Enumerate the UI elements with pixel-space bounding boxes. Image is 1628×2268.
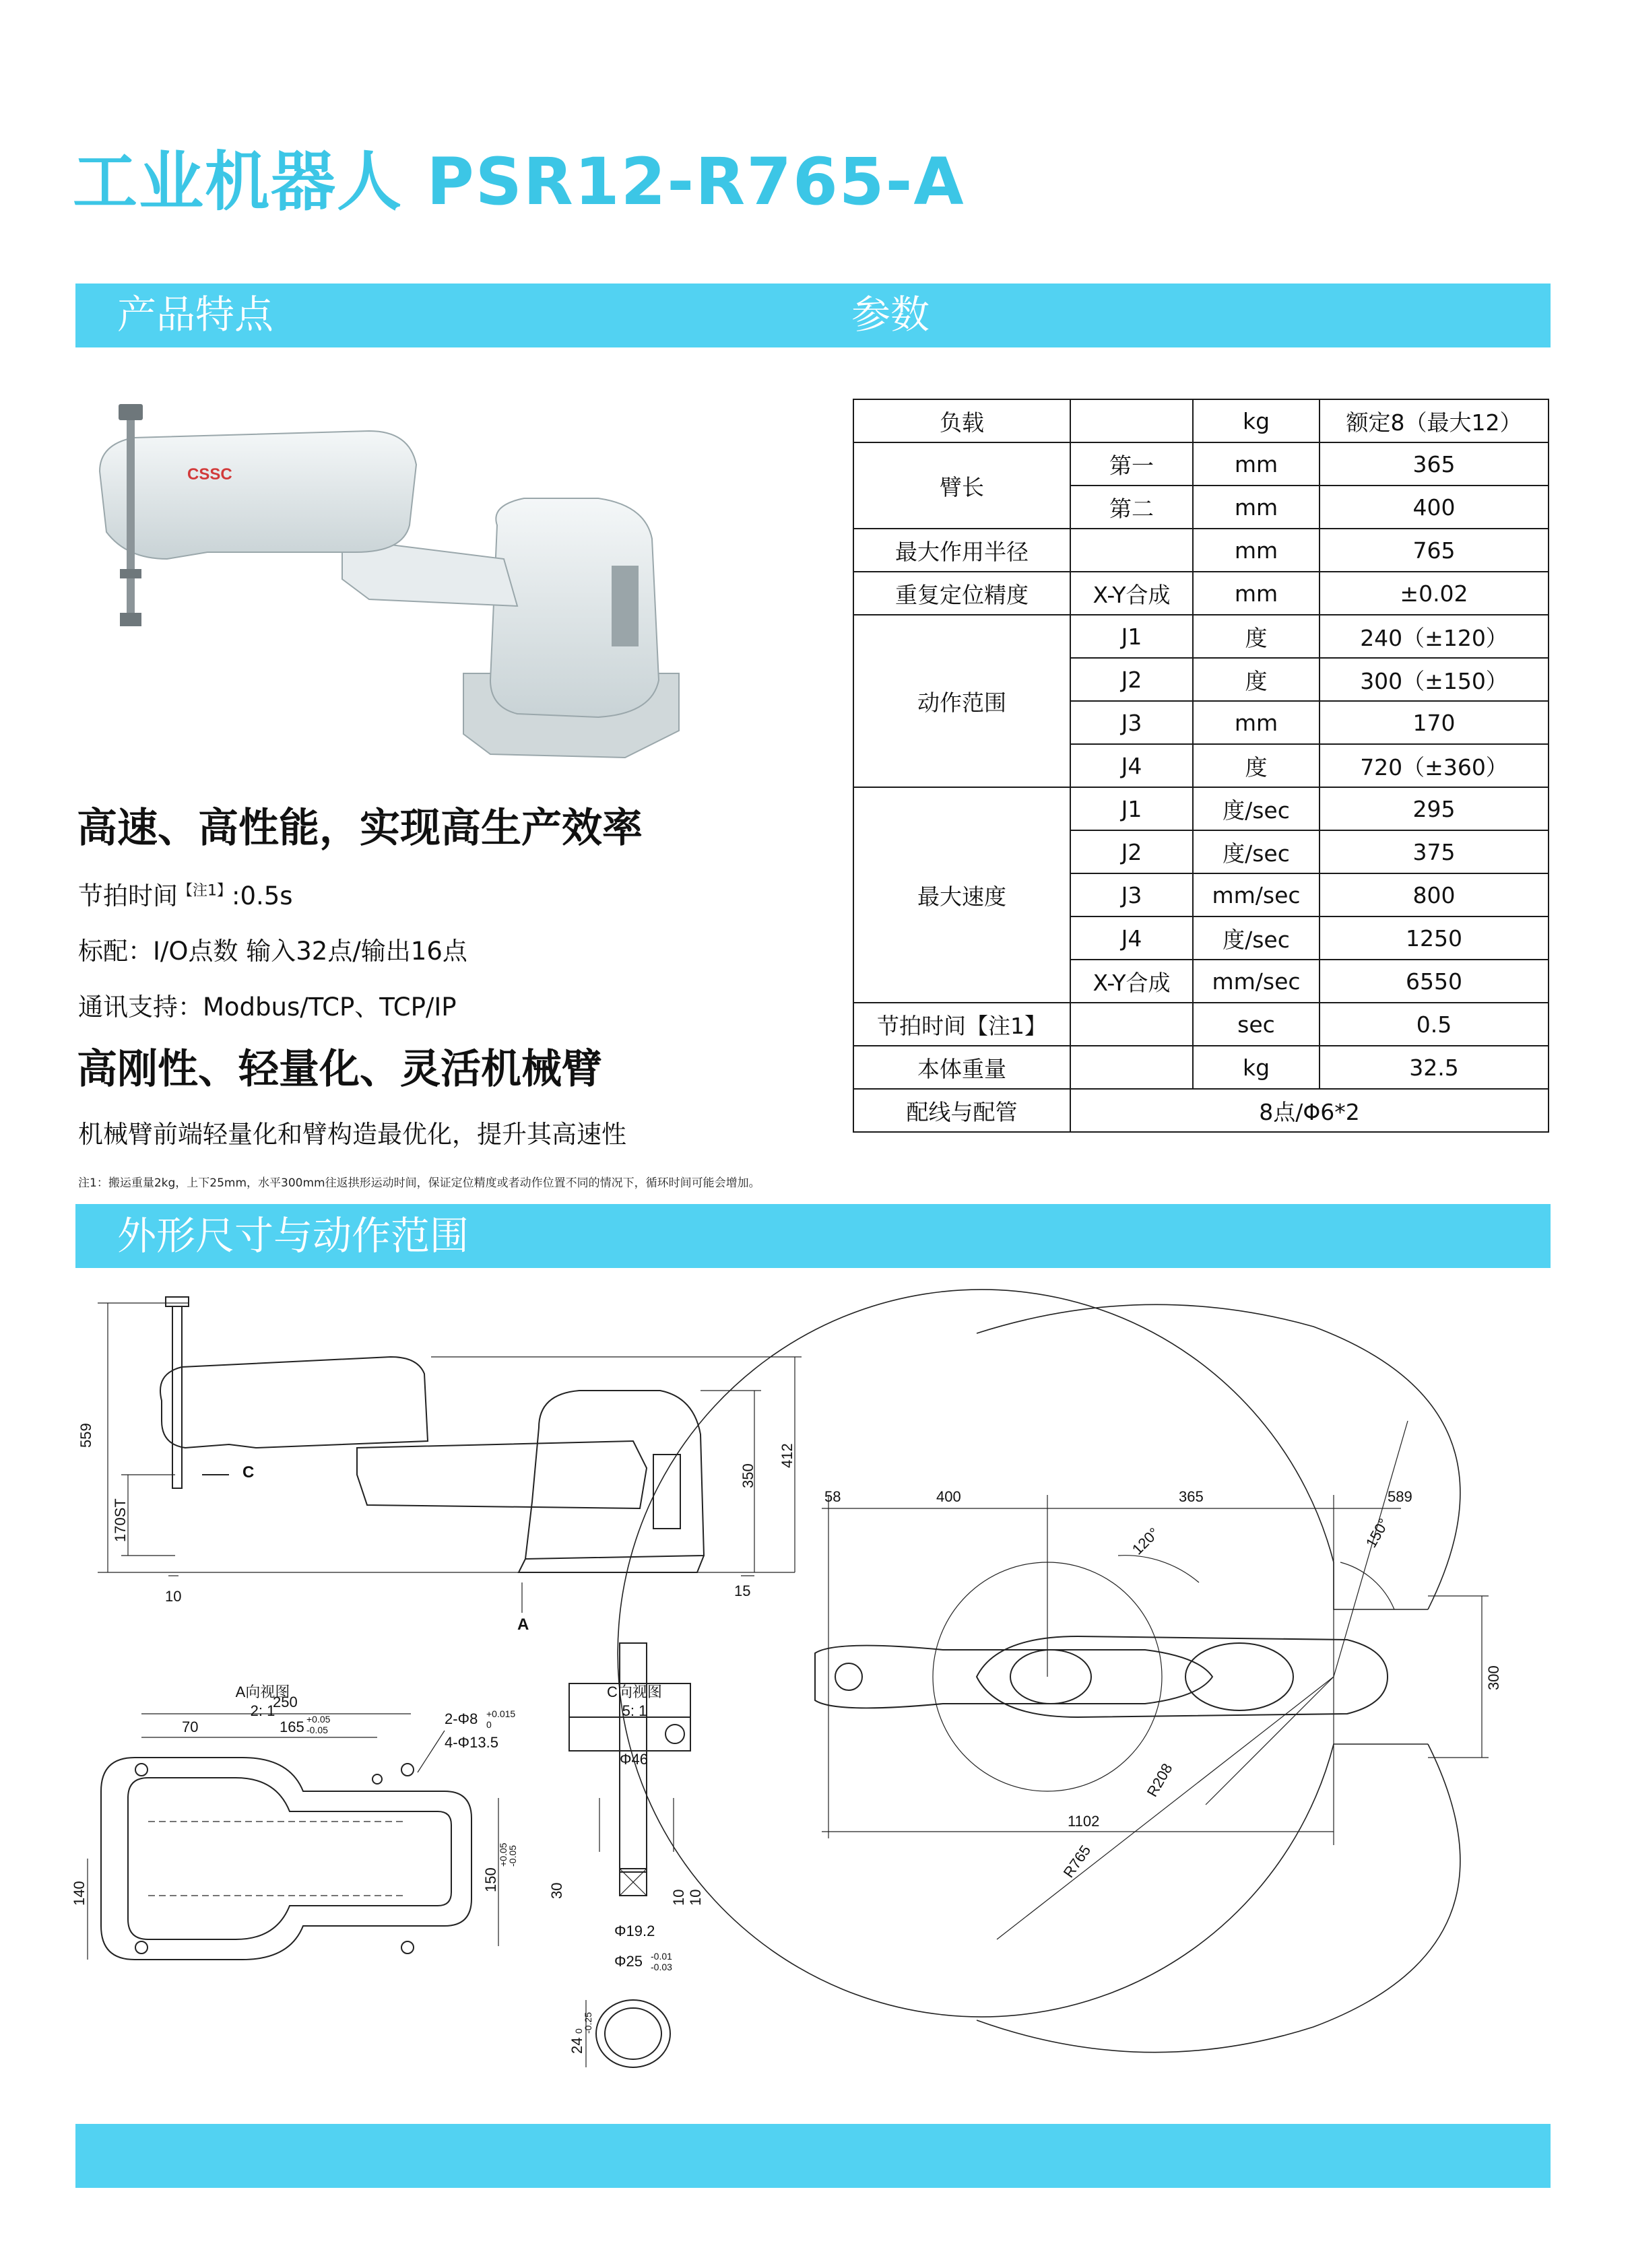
dimensions-heading: 外形尺寸与动作范围 <box>117 1213 469 1259</box>
param-value: 32.5 <box>1320 1046 1549 1089</box>
param-name: 动作范围 <box>853 615 1070 787</box>
table-row <box>853 787 1549 830</box>
param-name: 重复定位精度 <box>853 572 1070 615</box>
table-row <box>853 399 1549 442</box>
table-row <box>853 615 1549 658</box>
dim-19: Φ19.2 <box>614 1923 655 1939</box>
param-sub: J2 <box>1070 830 1193 873</box>
feature-comm: 通讯支持：Modbus/TCP、TCP/IP <box>78 993 457 1022</box>
dim-10a: 10 <box>670 1889 687 1906</box>
table-row <box>853 1003 1549 1046</box>
a-view <box>88 1714 498 1960</box>
param-name: 臂长 <box>853 442 1070 529</box>
param-name: 最大作用半径 <box>853 529 1070 572</box>
dim-24-tol-up: 0 <box>573 2028 584 2034</box>
dim-15: 15 <box>734 1582 751 1599</box>
table-row <box>853 1046 1549 1089</box>
dim-24: 24 <box>568 2037 585 2054</box>
dim-559: 559 <box>77 1423 94 1448</box>
page-title: 工业机器人 PSR12-R765-A <box>73 144 965 220</box>
dim-350: 350 <box>740 1463 756 1488</box>
param-unit: mm <box>1193 529 1320 572</box>
param-name: 节拍时间【注1】 <box>853 1003 1070 1046</box>
section-bar-features <box>75 284 1551 347</box>
param-value: 1250 <box>1320 916 1549 960</box>
a-view-scale: 2: 1 <box>250 1702 275 1719</box>
param-unit: mm <box>1193 486 1320 529</box>
c-view-scale: 5: 1 <box>622 1702 647 1719</box>
param-value: 400 <box>1320 486 1549 529</box>
pin-tol-dn: 0 <box>486 1719 492 1730</box>
param-unit: sec <box>1193 1003 1320 1046</box>
spec-table <box>853 399 1549 1133</box>
dim-25: Φ25 <box>614 1953 643 1970</box>
dim-25-tol-up: -0.01 <box>651 1951 672 1962</box>
param-unit: mm/sec <box>1193 960 1320 1003</box>
a-view-title: A向视图 <box>235 1683 290 1700</box>
param-sub <box>1070 1003 1193 1046</box>
dim-300: 300 <box>1485 1665 1502 1690</box>
param-value: 365 <box>1320 442 1549 486</box>
pin-holes-label: 2-Φ8 <box>445 1710 478 1727</box>
dim-165-tol-up: +0.05 <box>306 1714 331 1725</box>
param-sub: J1 <box>1070 615 1193 658</box>
dim-24-tol-dn: -0.25 <box>583 2012 593 2034</box>
dim-58: 58 <box>824 1488 841 1505</box>
param-value: 295 <box>1320 787 1549 830</box>
param-unit: mm/sec <box>1193 873 1320 916</box>
param-value: 765 <box>1320 529 1549 572</box>
dim-10b: 10 <box>687 1889 704 1906</box>
table-row <box>853 529 1549 572</box>
arrow-a-label: A <box>517 1615 529 1634</box>
param-sub: 第一 <box>1070 442 1193 486</box>
c-view-title: C向视图 <box>607 1683 662 1700</box>
table-row <box>853 442 1549 486</box>
param-sub: 第二 <box>1070 486 1193 529</box>
param-sub: X-Y合成 <box>1070 960 1193 1003</box>
param-unit: mm <box>1193 701 1320 744</box>
param-unit: 度 <box>1193 658 1320 701</box>
arrow-c-label: C <box>242 1463 255 1481</box>
param-sub <box>1070 399 1193 442</box>
cycle-time-label: 节拍时间 <box>78 881 178 910</box>
radius-208: R208 <box>1143 1760 1176 1800</box>
dim-412: 412 <box>779 1443 795 1468</box>
dimension-drawing <box>67 1273 1569 2101</box>
param-value: 8点/Φ6*2 <box>1070 1089 1549 1132</box>
param-sub <box>1070 529 1193 572</box>
dim-165-tol-dn: -0.05 <box>306 1725 328 1735</box>
dim-70: 70 <box>182 1719 199 1735</box>
footer-bar <box>75 2124 1551 2188</box>
param-sub: J4 <box>1070 916 1193 960</box>
param-sub <box>1070 1046 1193 1089</box>
dim-25-tol-dn: -0.03 <box>651 1962 672 1972</box>
param-unit: kg <box>1193 1046 1320 1089</box>
top-view <box>618 1290 1489 2053</box>
param-value: 375 <box>1320 830 1549 873</box>
cycle-time-note: 【注1】 <box>178 882 232 900</box>
pin-tol-up: +0.015 <box>486 1708 516 1719</box>
feature-cycle-time <box>78 883 293 908</box>
param-value: 170 <box>1320 701 1549 744</box>
holes-label: 4-Φ13.5 <box>445 1734 498 1751</box>
param-unit: 度/sec <box>1193 916 1320 960</box>
dim-150: 150 <box>482 1867 499 1892</box>
param-value: 0.5 <box>1320 1003 1549 1046</box>
param-sub: J4 <box>1070 744 1193 787</box>
param-sub: X-Y合成 <box>1070 572 1193 615</box>
param-unit: 度/sec <box>1193 830 1320 873</box>
angle-120: 120° <box>1128 1524 1163 1558</box>
dim-250: 250 <box>273 1694 298 1710</box>
param-unit: 度/sec <box>1193 787 1320 830</box>
dim-165: 165 <box>280 1719 304 1735</box>
param-unit: 度 <box>1193 615 1320 658</box>
side-view <box>98 1297 802 1613</box>
param-value: 800 <box>1320 873 1549 916</box>
param-unit: mm <box>1193 442 1320 486</box>
param-unit: kg <box>1193 399 1320 442</box>
feature-arm-text: 机械臂前端轻量化和臂构造最优化，提升其高速性 <box>78 1120 626 1149</box>
param-name: 本体重量 <box>853 1046 1070 1089</box>
section-bar-dimensions <box>75 1204 1551 1268</box>
param-sub: J3 <box>1070 701 1193 744</box>
feature-io: 标配：I/O点数 输入32点/输出16点 <box>78 937 467 966</box>
table-row <box>853 1089 1549 1132</box>
param-value: 额定8（最大12） <box>1320 399 1549 442</box>
param-sub: J1 <box>1070 787 1193 830</box>
dim-589: 589 <box>1388 1488 1412 1505</box>
param-value: ±0.02 <box>1320 572 1549 615</box>
param-sub: J2 <box>1070 658 1193 701</box>
table-row <box>853 572 1549 615</box>
cycle-time-value: :0.5s <box>232 881 293 910</box>
footnote: 注1：搬运重量2kg，上下25mm，水平300mm往返拱形运动时间，保证定位精度或者动作位置不同的情况下，循环时间可能会增加。 <box>78 1176 760 1190</box>
dim-140: 140 <box>71 1881 88 1906</box>
param-name: 配线与配管 <box>853 1089 1070 1132</box>
brand-logo: CSSC <box>187 465 232 483</box>
param-name: 最大速度 <box>853 787 1070 1003</box>
param-value: 240（±120） <box>1320 615 1549 658</box>
param-value: 720（±360） <box>1320 744 1549 787</box>
dim-30: 30 <box>548 1882 565 1899</box>
param-sub: J3 <box>1070 873 1193 916</box>
angle-150: 150° <box>1362 1515 1393 1551</box>
features-heading: 产品特点 <box>117 292 274 337</box>
feature-heading-speed: 高速、高性能，实现高生产效率 <box>77 805 643 852</box>
feature-heading-arm: 高刚性、轻量化、灵活机械臂 <box>77 1046 602 1093</box>
param-value: 300（±150） <box>1320 658 1549 701</box>
params-heading: 参数 <box>851 292 930 337</box>
param-unit: 度 <box>1193 744 1320 787</box>
param-unit: mm <box>1193 572 1320 615</box>
dim-1102: 1102 <box>1068 1813 1100 1830</box>
radius-765: R765 <box>1060 1842 1095 1881</box>
dim-stroke: 170ST <box>112 1498 129 1542</box>
dim-150-tol-up: +0.05 <box>498 1842 509 1867</box>
dim-400: 400 <box>936 1488 961 1505</box>
param-value: 6550 <box>1320 960 1549 1003</box>
dim-10: 10 <box>165 1588 182 1605</box>
dim-46: Φ46 <box>620 1751 649 1768</box>
robot-product-image <box>86 391 706 795</box>
param-name: 负载 <box>853 399 1070 442</box>
dim-150-tol-dn: -0.05 <box>507 1845 518 1867</box>
dim-365: 365 <box>1179 1488 1204 1505</box>
